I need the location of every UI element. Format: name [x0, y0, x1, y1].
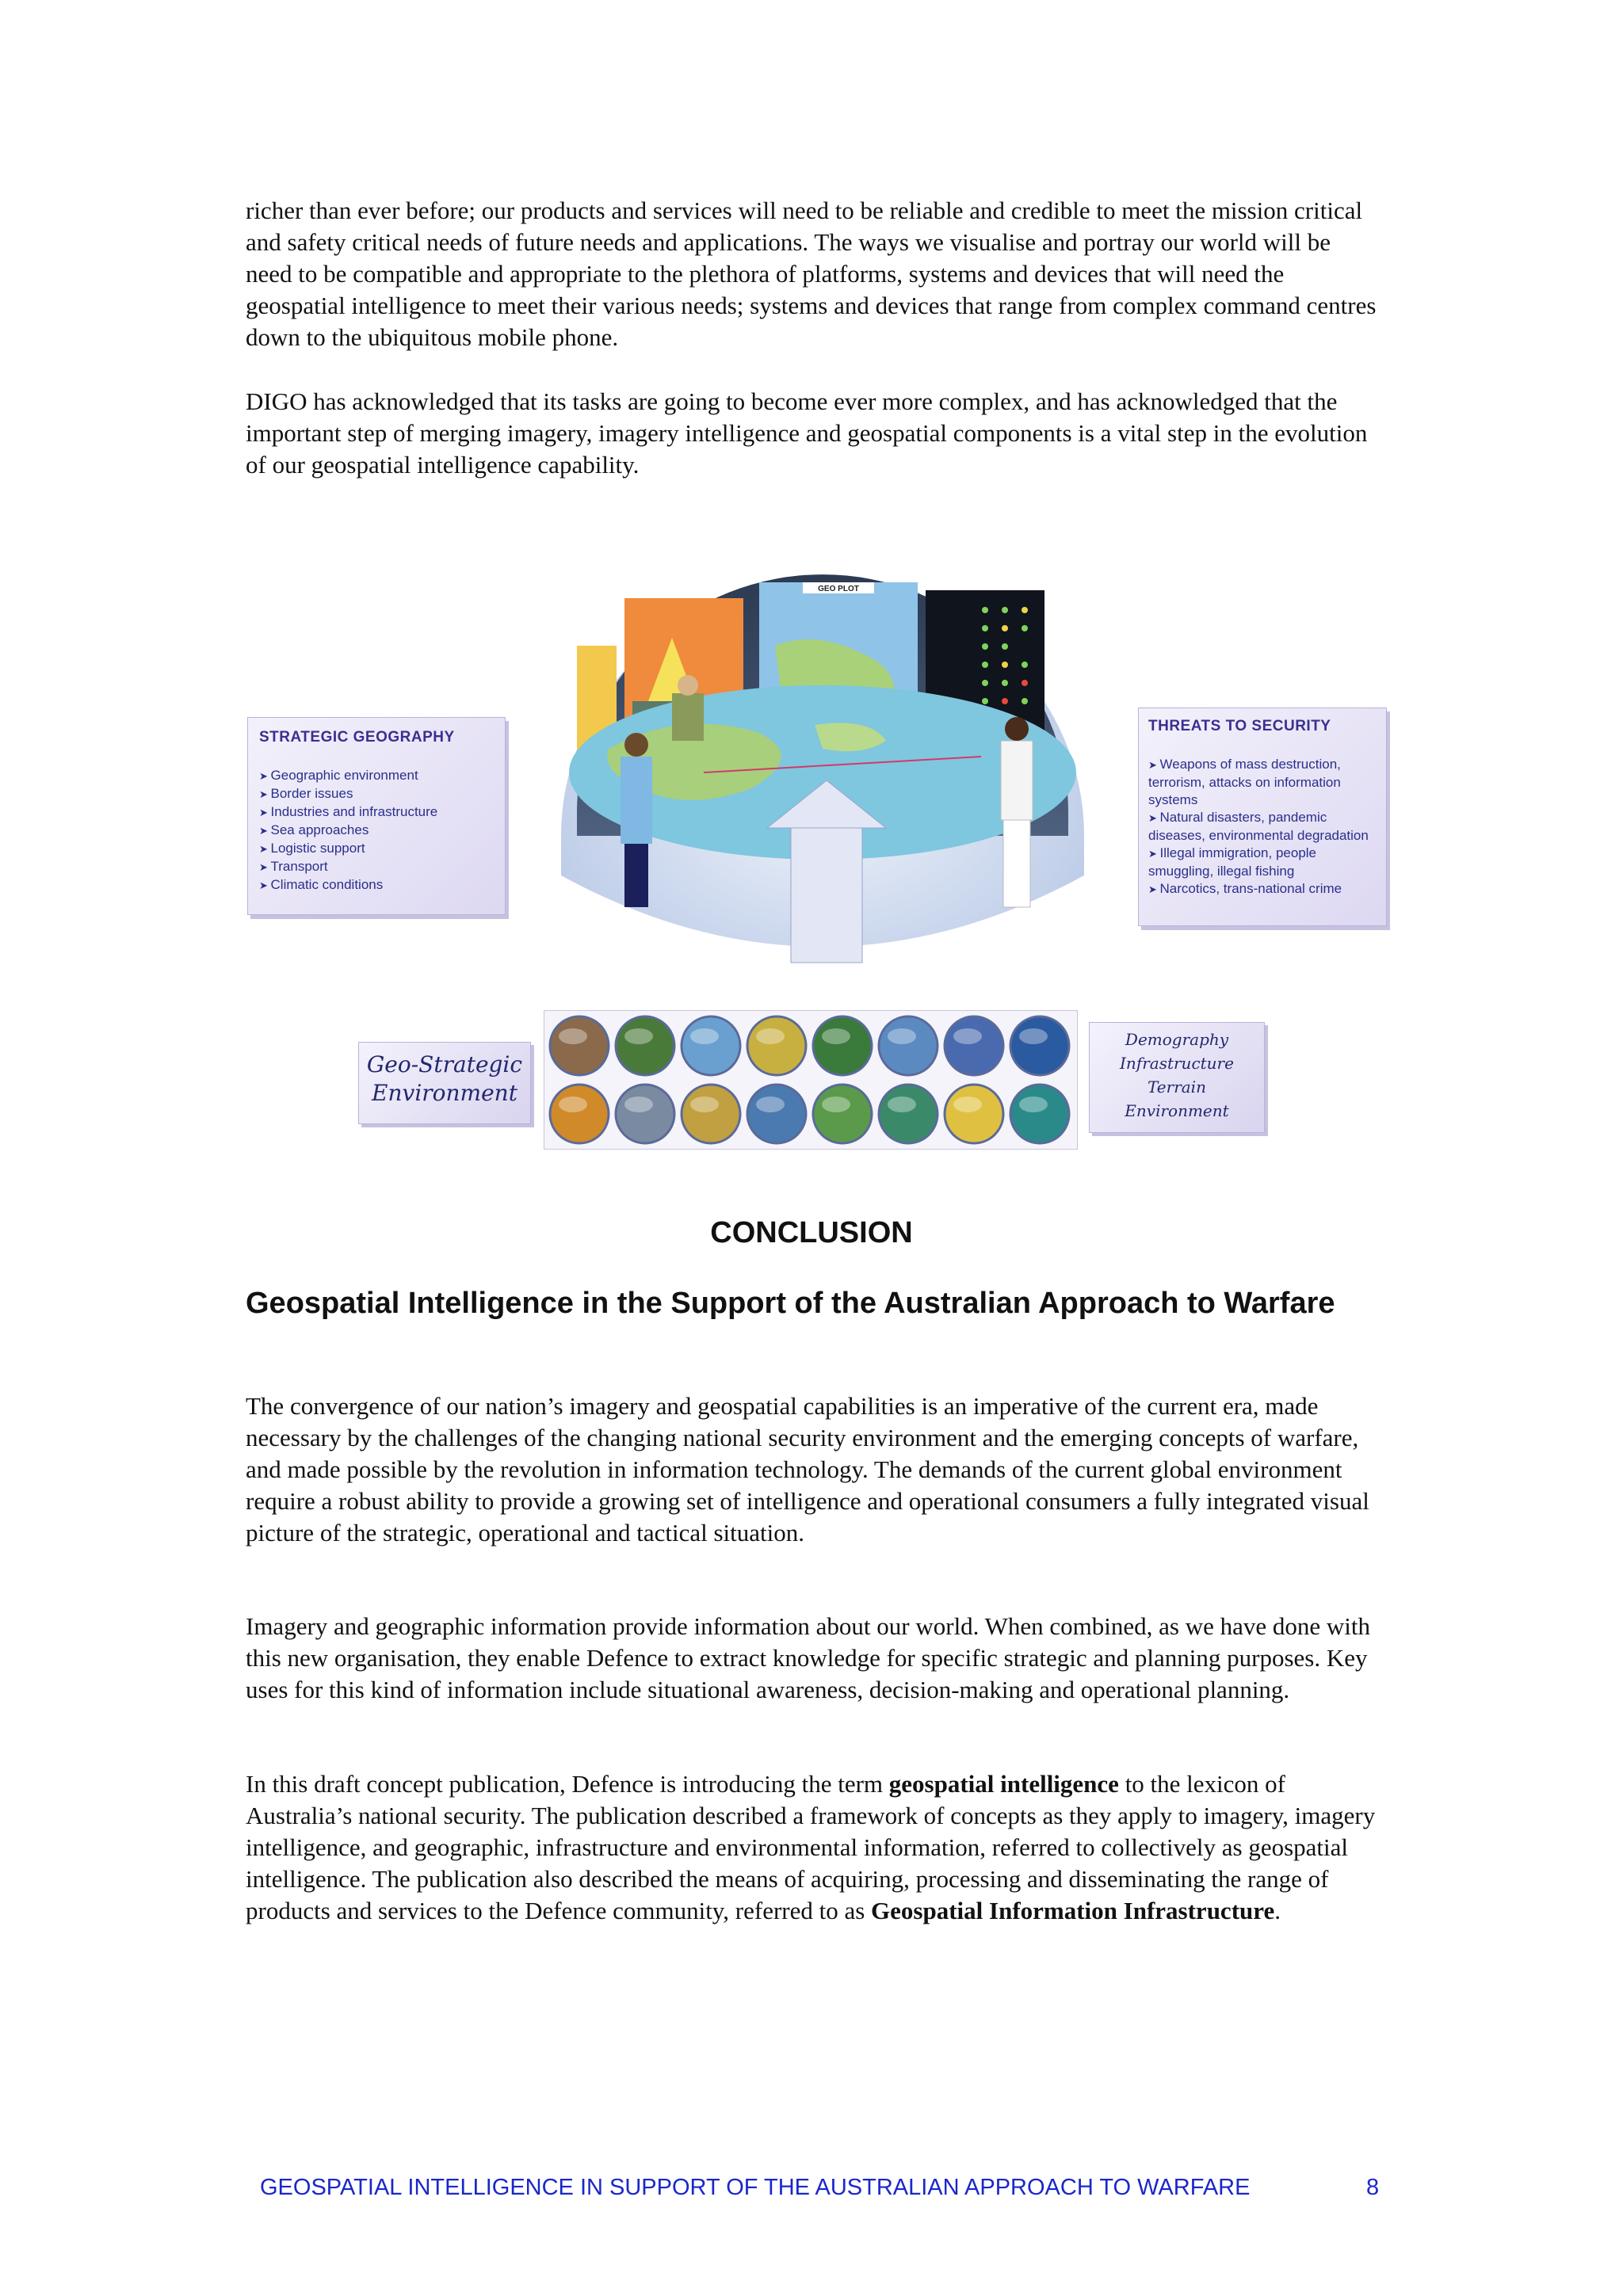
threats-item: ➤ Illegal immigration, people smuggling, illegal fishing	[1148, 845, 1377, 880]
topic-icon	[550, 1085, 609, 1143]
body-paragraph-3: The convergence of our nation’s imagery and geospatial capabilities is an imperative of the current era, made necessary by the challenges of the changing national security environment and the emerging concepts of warfare, and made possible by the revolution in information technology. The demands of the current global environment require a robust ability to provide a growing set of intelligence and operational consumers a fully integrated visual picture of the strategic, operational and tactical situation.	[246, 1392, 1369, 1547]
command-centre-illustration	[553, 574, 1092, 986]
geo-env-line: Geo-Strategic	[366, 1051, 523, 1077]
geospatial-concept-figure	[247, 574, 1381, 1153]
geo-strategic-environment-label	[358, 1042, 531, 1124]
section-subheading: Geospatial Intelligence in the Support of the Australian Approach to Warfare	[246, 1287, 1335, 1320]
strategic-geography-item: ➤ Border issues	[259, 785, 494, 803]
topic-icon-highlight	[822, 1097, 850, 1112]
body-paragraph-4: Imagery and geographic information provide information about our world. When combined, as we have done with this new organisation, they enable Defence to extract knowledge for specific strategic and planning purposes. Key uses for this kind of information include situational awareness, decision-making and operational planning.	[246, 1612, 1370, 1703]
strategic-geography-item: ➤ Transport	[259, 858, 494, 876]
topic-icon	[616, 1016, 674, 1075]
p5-text: .	[1274, 1897, 1281, 1924]
body-paragraph-5	[246, 1768, 1379, 1927]
geo-plot-label: GEO PLOT	[818, 585, 859, 593]
term-geospatial-intelligence: geospatial intelligence	[888, 1770, 1119, 1798]
topic-icon	[879, 1085, 938, 1143]
conclusion-heading: CONCLUSION	[710, 1216, 913, 1249]
page-number: 8	[1366, 2175, 1380, 2200]
topic-icon-highlight	[888, 1097, 916, 1112]
strategic-geography-item: ➤ Sea approaches	[259, 822, 494, 840]
topic-icon	[813, 1016, 872, 1075]
topic-icon	[945, 1016, 1003, 1075]
threats-title: THREATS TO SECURITY	[1148, 718, 1331, 734]
topic-icon	[616, 1085, 674, 1143]
geo-env-line: Environment	[372, 1080, 517, 1106]
footer-title: GEOSPATIAL INTELLIGENCE IN SUPPORT OF THE AUSTRALIAN APPROACH TO WARFARE	[260, 2175, 1251, 2200]
topic-icon-highlight	[756, 1028, 785, 1044]
topic-icon	[945, 1085, 1003, 1143]
p5-text: In this draft concept publication, Defence is introducing the term	[246, 1770, 889, 1798]
topic-icon-highlight	[690, 1028, 719, 1044]
topic-icon-highlight	[624, 1097, 653, 1112]
topic-icon	[1010, 1085, 1069, 1143]
body-paragraph-2: DIGO has acknowledged that its tasks are going to become ever more complex, and has acknowledged that the important step of merging imagery, imagery intelligence and geospatial components is a vital step in the evolution of our geospatial intelligence capability.	[246, 387, 1368, 479]
demography-label-box	[1089, 1022, 1265, 1133]
strategic-geography-title: STRATEGIC GEOGRAPHY	[259, 729, 455, 746]
threats-to-security-panel	[1138, 707, 1387, 926]
topic-icon	[682, 1085, 740, 1143]
term-geospatial-information-infrastructure: Geospatial Information Infrastructure	[871, 1897, 1275, 1924]
strategic-geography-panel	[247, 717, 506, 915]
strategic-geography-item: ➤ Industries and infrastructure	[259, 803, 494, 822]
topic-icon	[550, 1016, 609, 1075]
threats-item: ➤ Weapons of mass destruction, terrorism, attacks on information systems	[1148, 756, 1377, 809]
strategic-geography-item: ➤ Geographic environment	[259, 767, 494, 785]
topic-icon-highlight	[888, 1028, 916, 1044]
topic-icon-highlight	[559, 1028, 587, 1044]
icon-strip	[544, 1010, 1078, 1150]
topic-icon-highlight	[822, 1028, 850, 1044]
demography-line: Demography	[1125, 1030, 1229, 1049]
p5-text: to the lexicon of Australia’s national security. The publication described a framework of concepts as they apply to imagery, imagery intelligence, and geographic, infrastructure and environmental information, referred to collectively as geospatial intelligence. The publication also described the means of acquiring, processing and disseminating the range of products and services to the Defence community, referred to as	[246, 1770, 1376, 1924]
topic-icon-highlight	[953, 1097, 982, 1112]
terrain-line: Terrain	[1148, 1077, 1206, 1097]
body-paragraph-1: richer than ever before; our products and services will need to be reliable and credible to meet the mission critical and safety critical needs of future needs and applications. The ways we visualise and portray our world will be need to be compatible and appropriate to the plethora of platforms, systems and devices that will need the geospatial intelligence to meet their various needs; systems and devices that range from complex command centres down to the ubiquitous mobile phone.	[246, 196, 1377, 351]
threats-item: ➤ Narcotics, trans-national crime	[1148, 880, 1377, 898]
strategic-geography-item: ➤ Logistic support	[259, 840, 494, 858]
topic-icon-highlight	[756, 1097, 785, 1112]
topic-icon	[747, 1016, 806, 1075]
strategic-geography-item: ➤ Climatic conditions	[259, 876, 494, 894]
topic-icon	[813, 1085, 872, 1143]
threats-item: ➤ Natural disasters, pandemic diseases, environmental degradation	[1148, 809, 1377, 845]
topic-icon	[747, 1085, 806, 1143]
topic-icon-highlight	[953, 1028, 982, 1044]
topic-icon-highlight	[624, 1028, 653, 1044]
topic-icon	[879, 1016, 938, 1075]
topic-icons	[544, 1011, 1077, 1149]
environment-line: Environment	[1125, 1101, 1229, 1120]
topic-icon-highlight	[1019, 1097, 1048, 1112]
topic-icon	[1010, 1016, 1069, 1075]
topic-icon	[682, 1016, 740, 1075]
infrastructure-line: Infrastructure	[1120, 1054, 1234, 1073]
topic-icon-highlight	[690, 1097, 719, 1112]
page-footer	[260, 2175, 1380, 2201]
topic-icon-highlight	[559, 1097, 587, 1112]
topic-icon-highlight	[1019, 1028, 1048, 1044]
